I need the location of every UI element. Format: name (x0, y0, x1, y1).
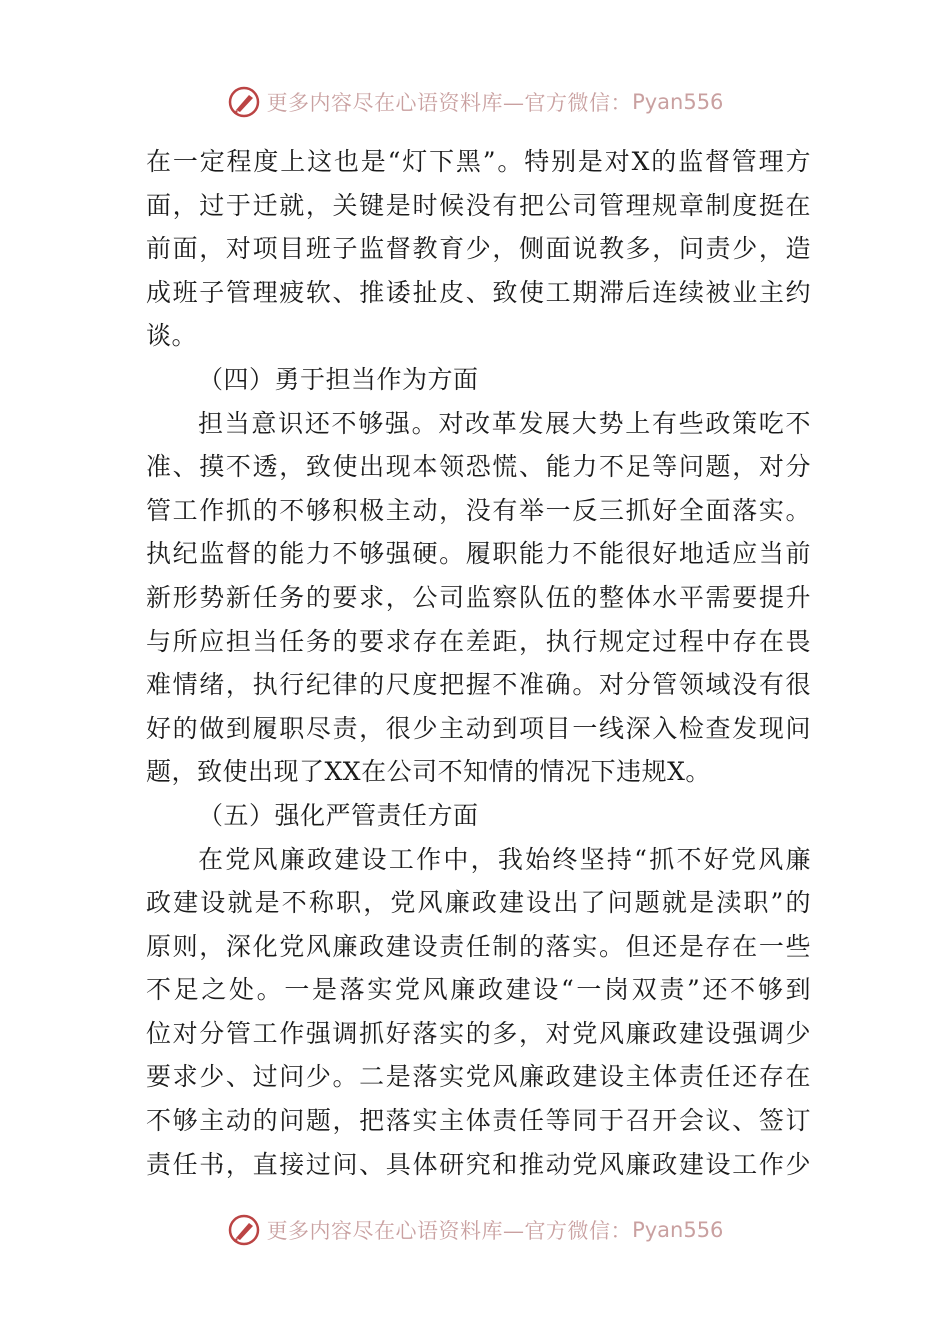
text-line: 原则，深化党风廉政建设责任制的落实。但还是存在一些 (146, 931, 811, 961)
text-line: 位对分管工作强调抓好落实的多，对党风廉政建设强调少 (146, 1018, 811, 1048)
text-line: 不够主动的问题，把落实主体责任等同于召开会议、签订 (146, 1106, 811, 1136)
text-line: 难情绪，执行纪律的尺度把握不准确。对分管领域没有很 (146, 670, 811, 700)
text-line: 在一定程度上这也是“灯下黑”。特别是对X的监督管理方 (146, 147, 811, 176)
pen-logo-icon (227, 1213, 261, 1247)
text-line: 谈。 (146, 321, 198, 351)
watermark-text: 更多内容尽在心语资料库—官方微信： (266, 91, 633, 115)
text-line: 与所应担当任务的要求存在差距，执行规定过程中存在畏 (146, 626, 811, 656)
document-body (146, 140, 811, 1186)
text-line: 不足之处。一是落实党风廉政建设“一岗双责”还不够到 (146, 975, 811, 1005)
footer-watermark (0, 1210, 950, 1250)
watermark-text: 更多内容尽在心语资料库—官方微信： (266, 1219, 633, 1243)
text-line: 好的做到履职尽责，很少主动到项目一线深入检查发现问 (146, 713, 811, 743)
text-line: 成班子管理疲软、推诿扯皮、致使工期滞后连续被业主约 (146, 277, 811, 307)
section-heading: （五）强化严管责任方面 (198, 800, 479, 830)
watermark-wechat: Pyan556 (632, 90, 724, 114)
text-line: 面，过于迁就，关键是时候没有把公司管理规章制度挺在 (146, 190, 811, 220)
text-line: 担当意识还不够强。对改革发展大势上有些政策吃不 (198, 408, 811, 438)
pen-logo-icon (227, 85, 261, 119)
header-watermark (0, 82, 950, 122)
text-line: 准、摸不透，致使出现本领恐慌、能力不足等问题，对分 (146, 452, 811, 482)
text-line: 责任书，直接过问、具体研究和推动党风廉政建设工作少 (146, 1149, 811, 1179)
text-line: 在党风廉政建设工作中，我始终坚持“抓不好党风廉 (198, 844, 811, 874)
text-line: 执纪监督的能力不够强硬。履职能力不能很好地适应当前 (146, 539, 811, 569)
watermark-wechat: Pyan556 (632, 1218, 724, 1242)
text-line: 题，致使出现了XX在公司不知情的情况下违规X。 (146, 757, 711, 787)
section-heading: （四）勇于担当作为方面 (198, 364, 479, 394)
text-line: 政建设就是不称职，党风廉政建设出了问题就是渎职”的 (146, 888, 811, 918)
text-line: 新形势新任务的要求，公司监察队伍的整体水平需要提升 (146, 582, 811, 612)
text-line: 要求少、过问少。二是落实党风廉政建设主体责任还存在 (146, 1062, 811, 1092)
text-line: 管工作抓的不够积极主动，没有举一反三抓好全面落实。 (146, 495, 811, 525)
text-line: 前面，对项目班子监督教育少，侧面说教多，问责少，造 (146, 234, 811, 264)
